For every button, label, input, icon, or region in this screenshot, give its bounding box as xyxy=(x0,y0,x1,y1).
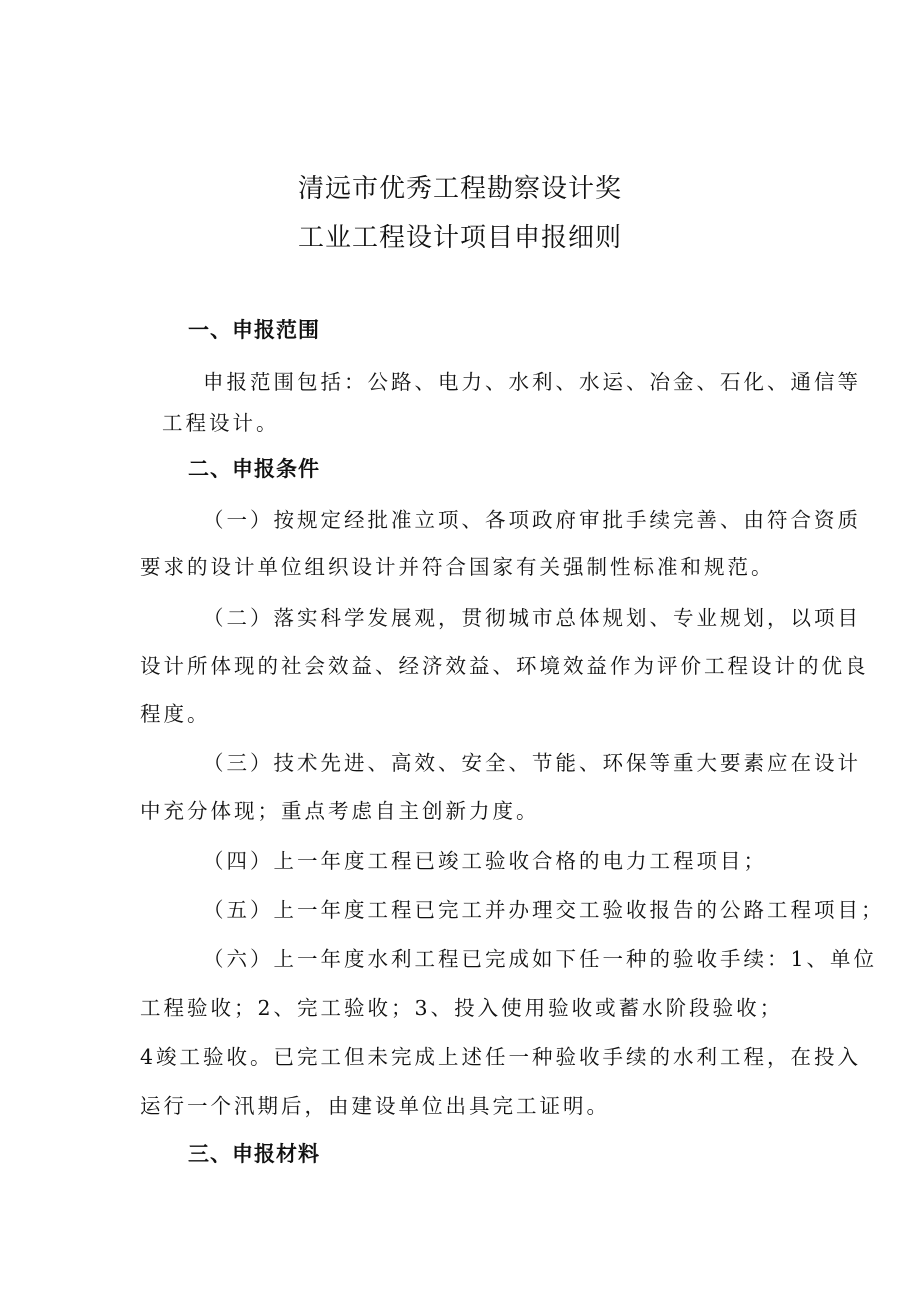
paragraph-line: 要求的设计单位组织设计并符合国家有关强制性标准和规范。 xyxy=(140,555,775,579)
paragraph-line: 程度。 xyxy=(140,702,211,726)
paragraph-line: 4竣工验收。已完工但未完成上述任一种验收手续的水利工程，在投入 xyxy=(140,1045,862,1069)
section-heading-scope: 一、申报范围 xyxy=(188,318,320,342)
paragraph-line: 工程设计。 xyxy=(162,411,280,435)
section-heading-conditions: 二、申报条件 xyxy=(188,457,320,481)
paragraph-line: 设计所体现的社会效益、经济效益、环境效益作为评价工程设计的优良 xyxy=(140,654,869,678)
paragraph-line: （六）上一年度水利工程已完成如下任一种的验收手续：1、单位 xyxy=(203,947,878,971)
document-title-line-2: 工业工程设计项目申报细则 xyxy=(297,223,622,253)
paragraph-line: （三）技术先进、高效、安全、节能、环保等重大要素应在设计 xyxy=(203,751,861,775)
paragraph-line: 运行一个汛期后，由建设单位出具完工证明。 xyxy=(140,1094,610,1118)
paragraph-line: （五）上一年度工程已完工并办理交工验收报告的公路工程项目； xyxy=(203,898,885,922)
paragraph-line: （二）落实科学发展观，贯彻城市总体规划、专业规划，以项目 xyxy=(203,606,861,630)
paragraph-line: （一）按规定经批准立项、各项政府审批手续完善、由符合资质 xyxy=(203,508,861,532)
section-heading-materials: 三、申报材料 xyxy=(188,1142,320,1166)
paragraph-line: （四）上一年度工程已竣工验收合格的电力工程项目； xyxy=(203,849,767,873)
paragraph-line: 工程验收；2、完工验收；3、投入使用验收或蓄水阶段验收； xyxy=(140,996,784,1020)
paragraph-line: 中充分体现；重点考虑自主创新力度。 xyxy=(140,799,540,823)
document-title-line-1: 清远市优秀工程勘察设计奖 xyxy=(297,174,622,204)
paragraph-line: 申报范围包括：公路、电力、水利、水运、冶金、石化、通信等 xyxy=(203,370,861,394)
